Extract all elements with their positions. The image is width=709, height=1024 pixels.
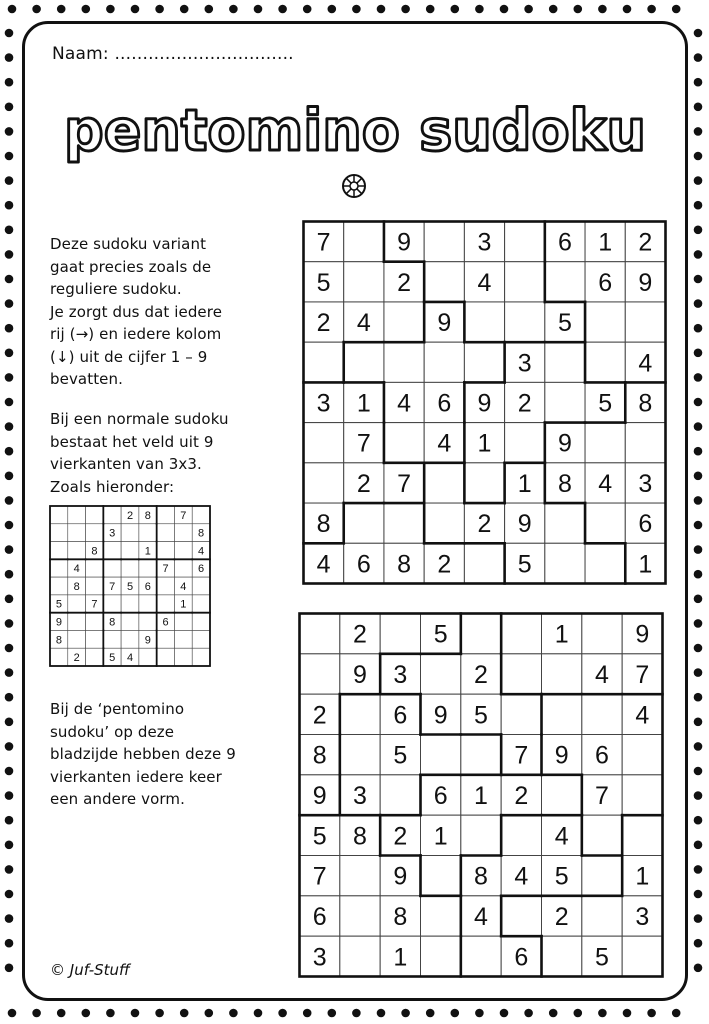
sudoku-cell[interactable] <box>68 542 86 560</box>
given-digit: 3 <box>638 469 653 498</box>
given-digit: 6 <box>433 782 448 810</box>
sudoku-cell[interactable] <box>384 423 424 463</box>
sudoku-cell[interactable] <box>545 382 585 422</box>
sudoku-cell[interactable] <box>505 302 545 342</box>
given-digit: 2 <box>477 510 492 539</box>
sudoku-cell[interactable] <box>421 936 461 976</box>
sudoku-cell[interactable] <box>344 342 384 382</box>
given-digit: 1 <box>474 782 488 810</box>
sudoku-cell[interactable] <box>424 262 464 302</box>
sudoku-cell[interactable] <box>464 342 504 382</box>
sudoku-cell[interactable] <box>582 896 622 936</box>
given-digit: 6 <box>595 741 609 770</box>
sudoku-cell[interactable] <box>501 815 541 855</box>
sudoku-cell[interactable] <box>501 694 541 734</box>
sudoku-cell[interactable] <box>340 856 380 896</box>
name-label: Naam: <box>52 44 109 64</box>
sudoku-cell[interactable] <box>461 936 501 976</box>
instructions-pentomino: Bij de ‘pentomino sudoku’ op deze bladzijde hebben deze 9 vierkanten iedere keer een andere vorm. <box>50 700 236 808</box>
sudoku-cell[interactable] <box>174 630 192 648</box>
sudoku-cell[interactable] <box>68 613 86 631</box>
given-digit: 2 <box>393 822 408 851</box>
given-digit: 8 <box>144 509 151 522</box>
sudoku-cell[interactable] <box>501 896 541 936</box>
sudoku-cell[interactable] <box>585 503 625 543</box>
sudoku-cell[interactable] <box>542 936 582 976</box>
sudoku-cell[interactable] <box>68 524 86 542</box>
given-digit: 1 <box>393 943 408 972</box>
given-digit: 5 <box>598 389 613 418</box>
sudoku-cell[interactable] <box>545 342 585 382</box>
given-digit: 2 <box>312 701 327 730</box>
sudoku-cell[interactable] <box>68 595 86 613</box>
given-digit: 2 <box>554 903 569 931</box>
sudoku-cell[interactable] <box>464 463 504 503</box>
given-digit: 3 <box>353 782 367 810</box>
given-digit: 8 <box>557 469 572 498</box>
sudoku-cell[interactable] <box>505 222 545 262</box>
pentomino-sudoku-2[interactable] <box>298 612 664 978</box>
given-digit: 4 <box>397 389 412 418</box>
given-digit: 9 <box>437 309 452 338</box>
sudoku-cell[interactable] <box>103 542 121 560</box>
given-digit: 7 <box>91 598 98 611</box>
sudoku-cell[interactable] <box>86 559 104 577</box>
given-digit: 4 <box>180 580 187 593</box>
sudoku-cell[interactable] <box>542 654 582 694</box>
given-digit: 3 <box>312 943 327 972</box>
sudoku-cell[interactable] <box>157 595 175 613</box>
name-field[interactable] <box>52 44 294 64</box>
given-digit: 8 <box>397 550 412 579</box>
sudoku-cell[interactable] <box>625 423 665 463</box>
given-digit: 7 <box>514 741 529 770</box>
sudoku-cell[interactable] <box>384 302 424 342</box>
sudoku-cell[interactable] <box>304 463 344 503</box>
given-digit: 9 <box>557 429 572 458</box>
sudoku-cell[interactable] <box>300 614 340 654</box>
given-digit: 3 <box>635 903 650 931</box>
sudoku-cell[interactable] <box>157 506 175 524</box>
given-digit: 4 <box>635 701 650 730</box>
sudoku-cell[interactable] <box>50 542 68 560</box>
given-digit: 2 <box>356 469 371 498</box>
given-digit: 2 <box>73 652 80 665</box>
sudoku-cell[interactable] <box>139 648 157 666</box>
given-digit: 9 <box>144 634 151 647</box>
sudoku-cell[interactable] <box>421 735 461 775</box>
given-digit: 3 <box>316 389 331 418</box>
sudoku-cell[interactable] <box>86 613 104 631</box>
given-digit: 1 <box>554 620 569 649</box>
given-digit: 4 <box>126 652 134 665</box>
sudoku-cell[interactable] <box>157 630 175 648</box>
instructions-intro: Deze sudoku variant gaat precies zoals de reguliere sudoku. Je zorgt dus dat iedere rij (→) en iedere kolom (↓) uit de cijfer 1 – 9 bevatten. <box>50 235 223 388</box>
sudoku-cell[interactable] <box>103 630 121 648</box>
sudoku-cell[interactable] <box>68 506 86 524</box>
sudoku-cell[interactable] <box>505 262 545 302</box>
sudoku-cell[interactable] <box>139 559 157 577</box>
given-digit: 8 <box>198 527 205 540</box>
sudoku-cell[interactable] <box>421 896 461 936</box>
sudoku-cell[interactable] <box>157 542 175 560</box>
sudoku-cell[interactable] <box>501 614 541 654</box>
sudoku-cell[interactable] <box>192 506 210 524</box>
sudoku-cell[interactable] <box>340 936 380 976</box>
sudoku-cell[interactable] <box>582 694 622 734</box>
given-digit: 7 <box>180 509 187 522</box>
given-digit: 9 <box>353 661 367 689</box>
name-line[interactable]: ................................ <box>114 44 294 64</box>
given-digit: 2 <box>397 268 412 297</box>
sudoku-cell[interactable] <box>542 775 582 815</box>
given-digit: 6 <box>557 228 572 257</box>
sudoku-cell[interactable] <box>340 694 380 734</box>
sudoku-cell[interactable] <box>121 630 139 648</box>
given-digit: 4 <box>474 903 488 931</box>
sudoku-cell[interactable] <box>542 694 582 734</box>
sudoku-cell[interactable] <box>622 936 662 976</box>
given-digit: 7 <box>312 862 327 891</box>
sudoku-cell[interactable] <box>585 543 625 583</box>
sudoku-cell[interactable] <box>380 614 420 654</box>
given-digit: 3 <box>393 661 408 689</box>
given-digit: 5 <box>109 652 116 665</box>
given-digit: 9 <box>433 701 448 730</box>
sudoku-cell[interactable] <box>384 503 424 543</box>
given-digit: 2 <box>353 620 367 649</box>
given-digit: 1 <box>356 389 371 418</box>
given-digit: 3 <box>517 349 532 378</box>
sudoku-cell[interactable] <box>545 503 585 543</box>
given-digit: 5 <box>554 862 569 891</box>
given-digit: 4 <box>477 268 492 297</box>
sudoku-cell[interactable] <box>304 342 344 382</box>
given-digit: 5 <box>312 822 327 851</box>
sudoku-cell[interactable] <box>174 559 192 577</box>
given-digit: 7 <box>356 429 371 458</box>
given-digit: 1 <box>635 862 650 891</box>
sudoku-cell[interactable] <box>585 342 625 382</box>
given-digit: 6 <box>393 701 408 730</box>
given-digit: 1 <box>517 469 532 498</box>
sudoku-cell[interactable] <box>103 595 121 613</box>
sudoku-cell[interactable] <box>139 524 157 542</box>
given-digit: 3 <box>109 527 116 540</box>
given-digit: 2 <box>437 550 452 579</box>
given-digit: 5 <box>557 309 572 338</box>
sudoku-cell[interactable] <box>384 342 424 382</box>
sudoku-cell[interactable] <box>86 648 104 666</box>
given-digit: 8 <box>109 616 116 629</box>
sudoku-cell[interactable] <box>157 648 175 666</box>
sudoku-cell[interactable] <box>174 542 192 560</box>
sudoku-cell[interactable] <box>505 423 545 463</box>
sudoku-cell[interactable] <box>545 262 585 302</box>
given-digit: 6 <box>638 510 653 539</box>
given-digit: 2 <box>517 389 532 418</box>
sudoku-cell[interactable] <box>121 542 139 560</box>
sudoku-cell[interactable] <box>464 543 504 583</box>
given-digit: 4 <box>316 550 331 579</box>
given-digit: 5 <box>393 741 408 770</box>
page-title-text: pentomino sudoku <box>64 98 646 164</box>
given-digit: 5 <box>595 943 609 972</box>
given-digit: 1 <box>144 545 151 558</box>
given-digit: 4 <box>554 822 569 851</box>
given-digit: 8 <box>55 634 62 647</box>
given-digit: 5 <box>433 620 448 649</box>
given-digit: 4 <box>437 429 452 458</box>
given-digit: 4 <box>514 862 529 891</box>
given-digit: 4 <box>598 469 613 498</box>
sudoku-cell[interactable] <box>421 856 461 896</box>
given-digit: 6 <box>312 903 327 931</box>
given-digit: 9 <box>517 510 532 539</box>
sudoku-cell[interactable] <box>380 775 420 815</box>
sudoku-cell[interactable] <box>625 302 665 342</box>
given-digit: 6 <box>162 616 169 629</box>
given-digit: 8 <box>312 741 327 770</box>
given-digit: 5 <box>126 580 134 593</box>
sudoku-cell[interactable] <box>157 524 175 542</box>
given-digit: 9 <box>477 389 492 418</box>
sudoku-cell[interactable] <box>585 423 625 463</box>
sudoku-cell[interactable] <box>622 775 662 815</box>
given-digit: 1 <box>180 598 187 611</box>
given-digit: 8 <box>73 580 80 593</box>
sudoku-cell[interactable] <box>86 577 104 595</box>
sudoku-cell[interactable] <box>174 524 192 542</box>
given-digit: 1 <box>598 228 613 257</box>
given-digit: 4 <box>595 661 609 689</box>
sudoku-cell[interactable] <box>344 262 384 302</box>
given-digit: 7 <box>635 661 650 689</box>
sudoku-cell[interactable] <box>421 654 461 694</box>
sudoku-cell[interactable] <box>174 648 192 666</box>
sudoku-cell[interactable] <box>50 506 68 524</box>
sudoku-cell[interactable] <box>139 613 157 631</box>
sudoku-cell[interactable] <box>86 630 104 648</box>
sudoku-cell[interactable] <box>103 559 121 577</box>
given-digit: 5 <box>474 701 488 730</box>
given-digit: 2 <box>126 509 134 522</box>
given-digit: 4 <box>638 349 653 378</box>
given-digit: 9 <box>554 741 569 770</box>
instructions-normal-sudoku: Bij een normale sudoku bestaat het veld uit 9 vierkanten van 3x3. Zoals hieronder: <box>50 410 229 496</box>
page-title <box>40 96 670 166</box>
sudoku-cell[interactable] <box>192 595 210 613</box>
given-digit: 2 <box>638 228 653 257</box>
given-digit: 3 <box>477 228 492 257</box>
given-digit: 6 <box>598 268 613 297</box>
sudoku-cell[interactable] <box>622 735 662 775</box>
given-digit: 1 <box>638 550 653 579</box>
copyright: © Juf-Stuff <box>50 961 130 979</box>
given-digit: 8 <box>91 545 98 558</box>
given-digit: 6 <box>514 943 529 972</box>
given-digit: 7 <box>162 563 169 576</box>
sudoku-cell[interactable] <box>424 463 464 503</box>
sudoku-cell[interactable] <box>192 577 210 595</box>
given-digit: 7 <box>316 228 331 257</box>
given-digit: 4 <box>356 309 371 338</box>
sudoku-cell[interactable] <box>545 543 585 583</box>
sudoku-cell[interactable] <box>340 896 380 936</box>
sudoku-cell[interactable] <box>461 614 501 654</box>
sudoku-cell[interactable] <box>585 302 625 342</box>
sudoku-cell[interactable] <box>121 613 139 631</box>
given-digit: 6 <box>198 563 205 576</box>
sudoku-cell[interactable] <box>121 559 139 577</box>
sudoku-cell[interactable] <box>340 735 380 775</box>
sudoku-cell[interactable] <box>424 503 464 543</box>
given-digit: 2 <box>514 782 529 810</box>
sudoku-cell[interactable] <box>50 648 68 666</box>
given-digit: 5 <box>55 598 62 611</box>
sudoku-cell[interactable] <box>461 815 501 855</box>
sudoku-cell[interactable] <box>464 302 504 342</box>
sudoku-cell[interactable] <box>174 613 192 631</box>
sudoku-cell[interactable] <box>121 524 139 542</box>
sudoku-cell[interactable] <box>50 524 68 542</box>
sudoku-cell[interactable] <box>50 577 68 595</box>
sudoku-cell[interactable] <box>582 856 622 896</box>
pentomino-sudoku-1[interactable] <box>302 220 667 582</box>
sudoku-cell[interactable] <box>622 815 662 855</box>
given-digit: 7 <box>595 782 609 810</box>
given-digit: 2 <box>316 309 331 338</box>
sudoku-cell[interactable] <box>424 222 464 262</box>
sudoku-cell[interactable] <box>103 506 121 524</box>
sudoku-cell[interactable] <box>582 815 622 855</box>
given-digit: 5 <box>517 550 532 579</box>
sudoku-cell[interactable] <box>344 503 384 543</box>
sudoku-cell[interactable] <box>501 654 541 694</box>
sudoku-cell[interactable] <box>192 613 210 631</box>
flower-icon <box>340 172 368 200</box>
sudoku-cell[interactable] <box>582 614 622 654</box>
given-digit: 5 <box>316 268 331 297</box>
given-digit: 6 <box>144 580 151 593</box>
given-digit: 8 <box>638 389 653 418</box>
given-digit: 8 <box>474 862 488 891</box>
sudoku-cell[interactable] <box>139 595 157 613</box>
given-digit: 7 <box>109 580 116 593</box>
given-digit: 1 <box>433 822 448 851</box>
given-digit: 8 <box>316 510 331 539</box>
given-digit: 7 <box>397 469 412 498</box>
sudoku-cell[interactable] <box>344 222 384 262</box>
given-digit: 8 <box>353 822 367 851</box>
sudoku-cell[interactable] <box>86 506 104 524</box>
sudoku-cell[interactable] <box>68 630 86 648</box>
sudoku-cell[interactable] <box>86 524 104 542</box>
given-digit: 4 <box>73 563 80 576</box>
given-digit: 9 <box>397 228 412 257</box>
sudoku-cell[interactable] <box>192 630 210 648</box>
given-digit: 8 <box>393 903 408 931</box>
sudoku-cell[interactable] <box>121 595 139 613</box>
given-digit: 9 <box>55 616 62 629</box>
given-digit: 9 <box>393 862 408 891</box>
given-digit: 9 <box>638 268 653 297</box>
sudoku-cell[interactable] <box>50 559 68 577</box>
sudoku-cell[interactable] <box>461 735 501 775</box>
given-digit: 6 <box>356 550 371 579</box>
sudoku-cell[interactable] <box>157 577 175 595</box>
given-digit: 9 <box>312 782 327 810</box>
given-digit: 2 <box>474 661 488 689</box>
example-sudoku <box>49 505 211 667</box>
sudoku-cell[interactable] <box>304 423 344 463</box>
given-digit: 1 <box>477 429 492 458</box>
given-digit: 9 <box>635 620 650 649</box>
sudoku-cell[interactable] <box>300 654 340 694</box>
sudoku-cell[interactable] <box>424 342 464 382</box>
given-digit: 6 <box>437 389 452 418</box>
sudoku-cell[interactable] <box>192 648 210 666</box>
given-digit: 4 <box>198 545 205 558</box>
